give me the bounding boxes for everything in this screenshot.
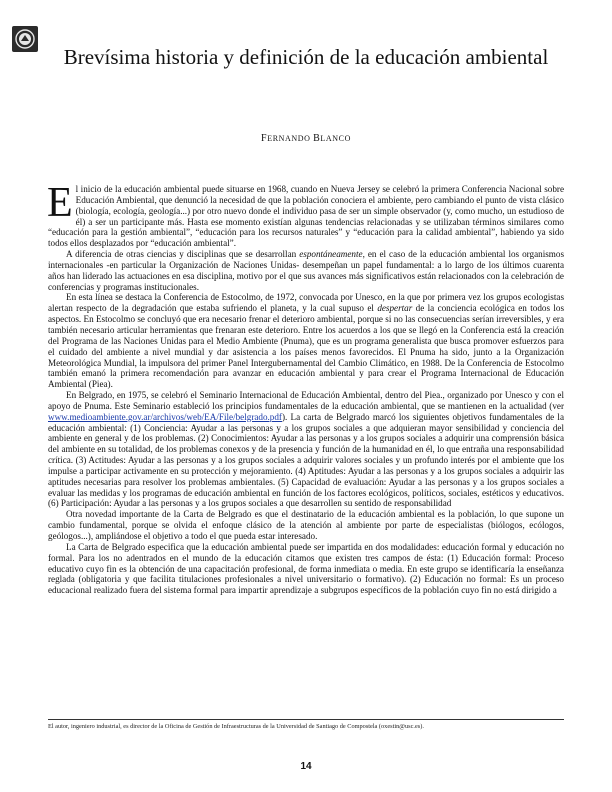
emphasis-espontaneamente: espontáneamente	[299, 249, 363, 260]
author-name	[0, 133, 612, 144]
paragraph-3	[48, 292, 564, 390]
footnote: El autor, ingeniero industrial, es director de la Oficina de Gestión de Infraestructuras de la Universidad de Santiago de Compostela (oxestin@usc.es).	[48, 723, 424, 730]
article-title: Brevísima historia y definición de la educación ambiental	[63, 45, 549, 69]
author-last-rest: LANCO	[320, 134, 351, 143]
paragraph-5: Otra novedad importante de la Carta de Belgrado es que el destinatario de la educación ambiental es la población, lo que supone un cambio fundamental, porque se olvida el enfoque clásico de la atención al ambiente por parte de especialistas (biólogos, ecólogos, geólogos...), ampliándose el objetivo a todo el que pueda estar interesado.	[48, 509, 564, 541]
paragraph-6: La Carta de Belgrado especifica que la educación ambiental puede ser impartida en dos modalidades: educación formal y educación no formal. Para los no adentrados en el mundo de la educación citamos que existen tres campos de ésta: (1) Educación formal: Proceso educativo cuyo fin es la obtención de una capacitación profesional, de forma inmediata o media. En este grupo se identificaría la enseñanza reglada (obligatoria y que facilita titulaciones profesionales a nivel universitario o formativo). (2) Educación no formal: Es un proceso educacional realizado fuera del sistema formal para impartir aprendizaje a subgrupos específicos de la población cuyo fin no está dirigido a	[48, 541, 564, 596]
paragraph-2-text-a: A diferencia de otras ciencias y disciplinas que se desarrollan	[66, 249, 300, 260]
emphasis-despertar: despertar	[377, 303, 413, 314]
paragraph-1	[47, 180, 564, 249]
paragraph-4-text-b: ). La carta de Belgrado marcó los siguientes objetivos fundamentales de la educación ambiental: (1) Conciencia: Ayudar a las personas y a los grupos sociales a que adquieran mayor sensibilidad y conciencia del ambiente en general y de los problemas. (2) Conocimientos: Ayudar a las personas y a los grupos sociales a adquirir una comprensión básica del ambiente en su totalidad, de los problemas conexos y de la presencia y función de la humanidad en él, lo que entraña una responsabilidad crítica. (3) Actitudes: Ayudar a las personas y a los grupos sociales a adquirir valores sociales y un profundo interés por el ambiente que los impulse a participar activamente en su protección y mejoramiento. (4) Aptitudes: Ayudar a las personas y a los grupos sociales a adquirir las aptitudes necesarias para resolver los problemas ambientales. (5) Capacidad de evaluación: Ayudar a las personas y a los grupos sociales a evaluar las medidas y los programas de educación ambiental en función de los factores ecológicos, políticos, sociales, estéticos y educativos. (6) Participación: Ayudar a las personas y a los grupos sociales a que desarrollen su sentido de responsabilidad	[48, 411, 564, 509]
belgrado-link[interactable]: www.medioambiente.gov.ar/archivos/web/EA/File/belgrado.pdf	[48, 411, 282, 422]
page-number: 14	[300, 761, 312, 772]
author-last-initial: B	[313, 133, 321, 144]
footnote-divider	[48, 719, 564, 720]
author-first-rest: ERNANDO	[267, 134, 311, 143]
paragraph-3-text-b: de la conciencia ecológica en todos los aspectos. En Estocolmo se concluyó que era necesario frenar el deterioro ambiental, porque si no las consecuencias serían irreversibles, y era también necesario articular herramientas que frenaran este deterioro. Entre los acuerdos a los que se llegó en la Conferencia está la creación del Programa de las Naciones Unidas para el Medio Ambiente (Pnuma), que es un programa generalista que busca promover esfuerzos para el cuidado del ambiente a nivel mundial y dar asistencia a los países menos favorecidos. El Pnuma ha sido, junto a la Organización Meteorológica Mundial, la impulsora del primer Panel Intergubernamental del Cambio Climático, en 1988. De la Conferencia de Estocolmo también emanó la primera recomendación para avanzar en educación ambiental y para crear el Programa Internacional de Educación Ambiental (Piea).	[48, 303, 564, 390]
logo-icon	[12, 26, 38, 52]
paragraph-2	[48, 249, 564, 292]
paragraph-4	[48, 390, 564, 509]
paragraph-1-text: l inicio de la educación ambiental puede situarse en 1968, cuando en Nueva Jersey se celebró la primera Conferencia Nacional sobre Educación Ambiental, que denunció la necesidad de que la población conociera el ambiente, pero cambiando el punto de vista clásico (biología, ecología, geología...) por otro nuevo donde el individuo pasa de ser un simple observador (y, como mucho, un estudioso de él) a ser un participante más. Hasta ese momento existían algunas tendencias relacionadas y se utilizaban términos similares como “educación para la gestión ambiental”, “educación para los recursos naturales” y “educación para la calidad ambiental”, habiendo ya sido todos ellos desplazados por “educación ambiental”.	[48, 184, 564, 249]
article-body	[47, 180, 564, 596]
paragraph-2-text-b: , en el caso de la educación ambiental los organismos internacionales -en particular la Organización de Naciones Unidas- desempeñan un papel fundamental: a lo largo de los últimos cuarenta años han liderado las actuaciones en esa disciplina, motivo por el que sus avances más significativos están relacionados con la celebración de conferencias y programas institucionales.	[48, 249, 564, 292]
paragraph-3-text-a: En esta línea se destaca la Conferencia de Estocolmo, de 1972, convocada por Unesco, en la que por primera vez los grupos ecologistas alertan respecto de la degradación que estaba sufriendo el planeta, y la cual supuso el	[48, 292, 564, 314]
paragraph-4-text-a: En Belgrado, en 1975, se celebró el Seminario Internacional de Educación Ambiental, dentro del Piea., organizado por Unesco y con el apoyo de Pnuma. Este Seminario estableció los principios fundamentales de la educación ambiental, que se mantienen en la actualidad (ver	[48, 390, 564, 411]
drop-cap: E	[47, 180, 73, 226]
author-first-initial: F	[261, 133, 268, 144]
